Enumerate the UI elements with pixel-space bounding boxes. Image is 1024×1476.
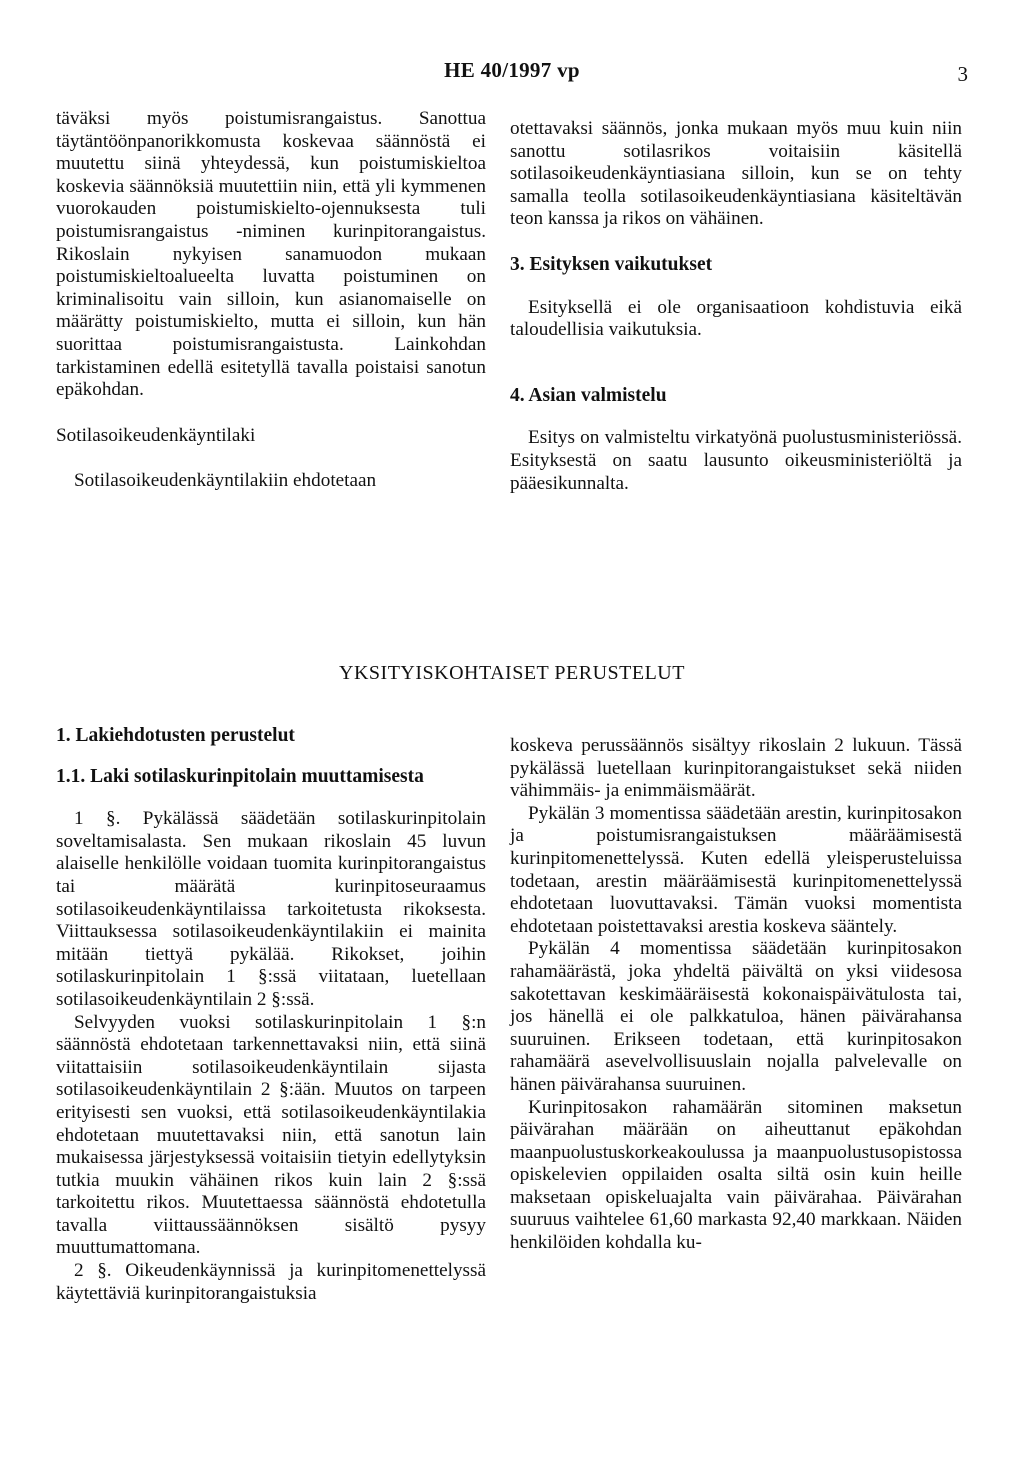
paragraph: Esityksellä ei ole organisaatioon kohdistuvia eikä taloudellisia vaikutuksia. — [510, 296, 962, 341]
main-heading: YKSITYISKOHTAISET PERUSTELUT — [339, 662, 685, 684]
paragraph: Sotilasoikeudenkäyntilakiin ehdotetaan — [74, 470, 377, 492]
section-heading-3: 3. Esityksen vaikutukset — [510, 253, 713, 275]
subheading-sotilasoikeudenkayntilaki: Sotilasoikeudenkäyntilaki — [56, 424, 256, 446]
paragraph: täväksi myös poistumisrangaistus. Sanottua täytäntöönpanorikkomusta koskevaa säännöstä ei muutettu siinä yhteydessä, kun poistumiskieltoa koskevia säännöksiä muutettiin niin, että yli kymmenen vuorokauden poistumiskielto-ojennuksesta tuli poistumisrangaistus -niminen kurinpitorangaistus. Rikoslain nykyisen sanamuodon mukaan poistumiskieltoalueelta luvatta poistuminen on kriminalisoitu vain silloin, kun asianomaiselle on määrätty poistumiskielto, mutta ei silloin, kun hän suorittaa poistumisrangaistusta. Lainkohdan tarkistaminen edellä esitetyllä tavalla poistaisi sanotun epäkohdan. — [56, 108, 486, 401]
section-heading-1-1: 1.1. Laki sotilaskurinpitolain muuttamisesta — [56, 765, 424, 787]
right-column-top — [510, 118, 962, 495]
section-heading-4: 4. Asian valmistelu — [510, 384, 667, 406]
paragraph: Selvyyden vuoksi sotilaskurinpitolain 1 §:n säännöstä ehdotetaan tarkennettavaksi niin, että siinä viitattaisiin sotilasoikeudenkäyntilain sijasta sotilasoikeudenkäyntilain 2 §:ään. Muutos on tarpeen erityisesti sen vuoksi, että sotilasoikeudenkäyntilakia ehdotetaan muutettavaksi niin, että sanotun lain mukaisessa järjestyksessä voitaisiin tietyin edellytyksin tutkia muukin vähäinen rikos kuin lain 2 §:ssä tarkoitettu rikos. Muutettaessa säännöstä ehdotetulla tavalla viittaussäännöksen sisältö pysyy muuttumattomana. — [56, 1011, 486, 1259]
document-id: HE 40/1997 vp — [444, 58, 580, 82]
right-column-bottom — [510, 735, 962, 1255]
paragraph: Esitys on valmisteltu virkatyönä puolustusministeriössä. Esityksestä on saatu lausunto oikeusministeriöltä ja pääesikunnalta. — [510, 427, 962, 494]
paragraph: 2 §. Oikeudenkäynnissä ja kurinpitomenettelyssä käytettäviä kurinpitorangaistuksia — [56, 1260, 486, 1304]
paragraph: Kurinpitosakon rahamäärän sitominen maksetun päivärahan määrään on aiheuttanut epäkohdan maanpuolustuskorkeakoulussa ja maanpuolustusopistossa opiskelevien oppilaiden osalta siltä osin kuin heille maksetaan opiskeluajalta vain päivärahaa. Päivärahan suuruus vaihtelee 61,60 markasta 92,40 markkaan. Näiden henkilöiden kohdalla ku- — [510, 1096, 962, 1254]
section-heading-1: 1. Lakiehdotusten perustelut — [56, 725, 295, 746]
page-number: 3 — [957, 62, 968, 86]
paragraph: Pykälän 3 momentissa säädetään arestin, kurinpitosakon ja poistumisrangaistuksen määräämisestä kurinpitomenettelyssä. Kuten edellä yleisperusteluissa todetaan, arestin määräämisestä kurinpitomenettelyssä ehdotetaan luovuttavaksi. Tämän vuoksi momentista ehdotetaan poistettavaksi arestia koskeva sääntely. — [510, 802, 962, 937]
paragraph: koskeva perussäännös sisältyy rikoslain 2 lukuun. Tässä pykälässä luetellaan kurinpitorangaistukset sekä niiden vähimmäis- ja enimmäismäärät. — [510, 735, 962, 802]
left-column-top — [56, 108, 486, 493]
paragraph: 1 §. Pykälässä säädetään sotilaskurinpitolain soveltamisalasta. Sen mukaan rikoslain 45 luvun alaiselle henkilölle voidaan tuomita kurinpitorangaistus tai määrätä kurinpitoseuraamus sotilasoikeudenkäyntilaissa tarkoitetusta rikoksesta. Viittauksessa sotilasoikeudenkäyntilakiin ei mainita mitään tiettyä pykälää. Rikokset, joihin sotilaskurinpitolain 1 §:ssä viitataan, luetellaan sotilasoikeudenkäyntilain 2 §:ssä. — [56, 808, 486, 1010]
left-column-bottom — [56, 725, 486, 1305]
paragraph: otettavaksi säännös, jonka mukaan myös muu kuin niin sanottu sotilasrikos voitaisiin käsitellä sotilasoikeudenkäyntiasiana silloin, kun se on tehty samalla teolla sotilasoikeudenkäyntiasiana käsiteltävän teon kanssa ja rikos on vähäinen. — [510, 118, 962, 230]
paragraph: Pykälän 4 momentissa säädetään kurinpitosakon rahamäärästä, joka yhdeltä päivältä on yksi viidesosa sakotettavan keskimääräisestä kokonaispäivätulosta tai, jos hänellä ei ole palkkatuloa, hänen päivärahansa suuruinen. Erikseen todetaan, että kurinpitosakon rahamäärä asevelvollisuuslain nojalla palvelevalle on hänen päivärahansa suuruinen. — [510, 938, 962, 1095]
page-header — [0, 58, 1024, 88]
